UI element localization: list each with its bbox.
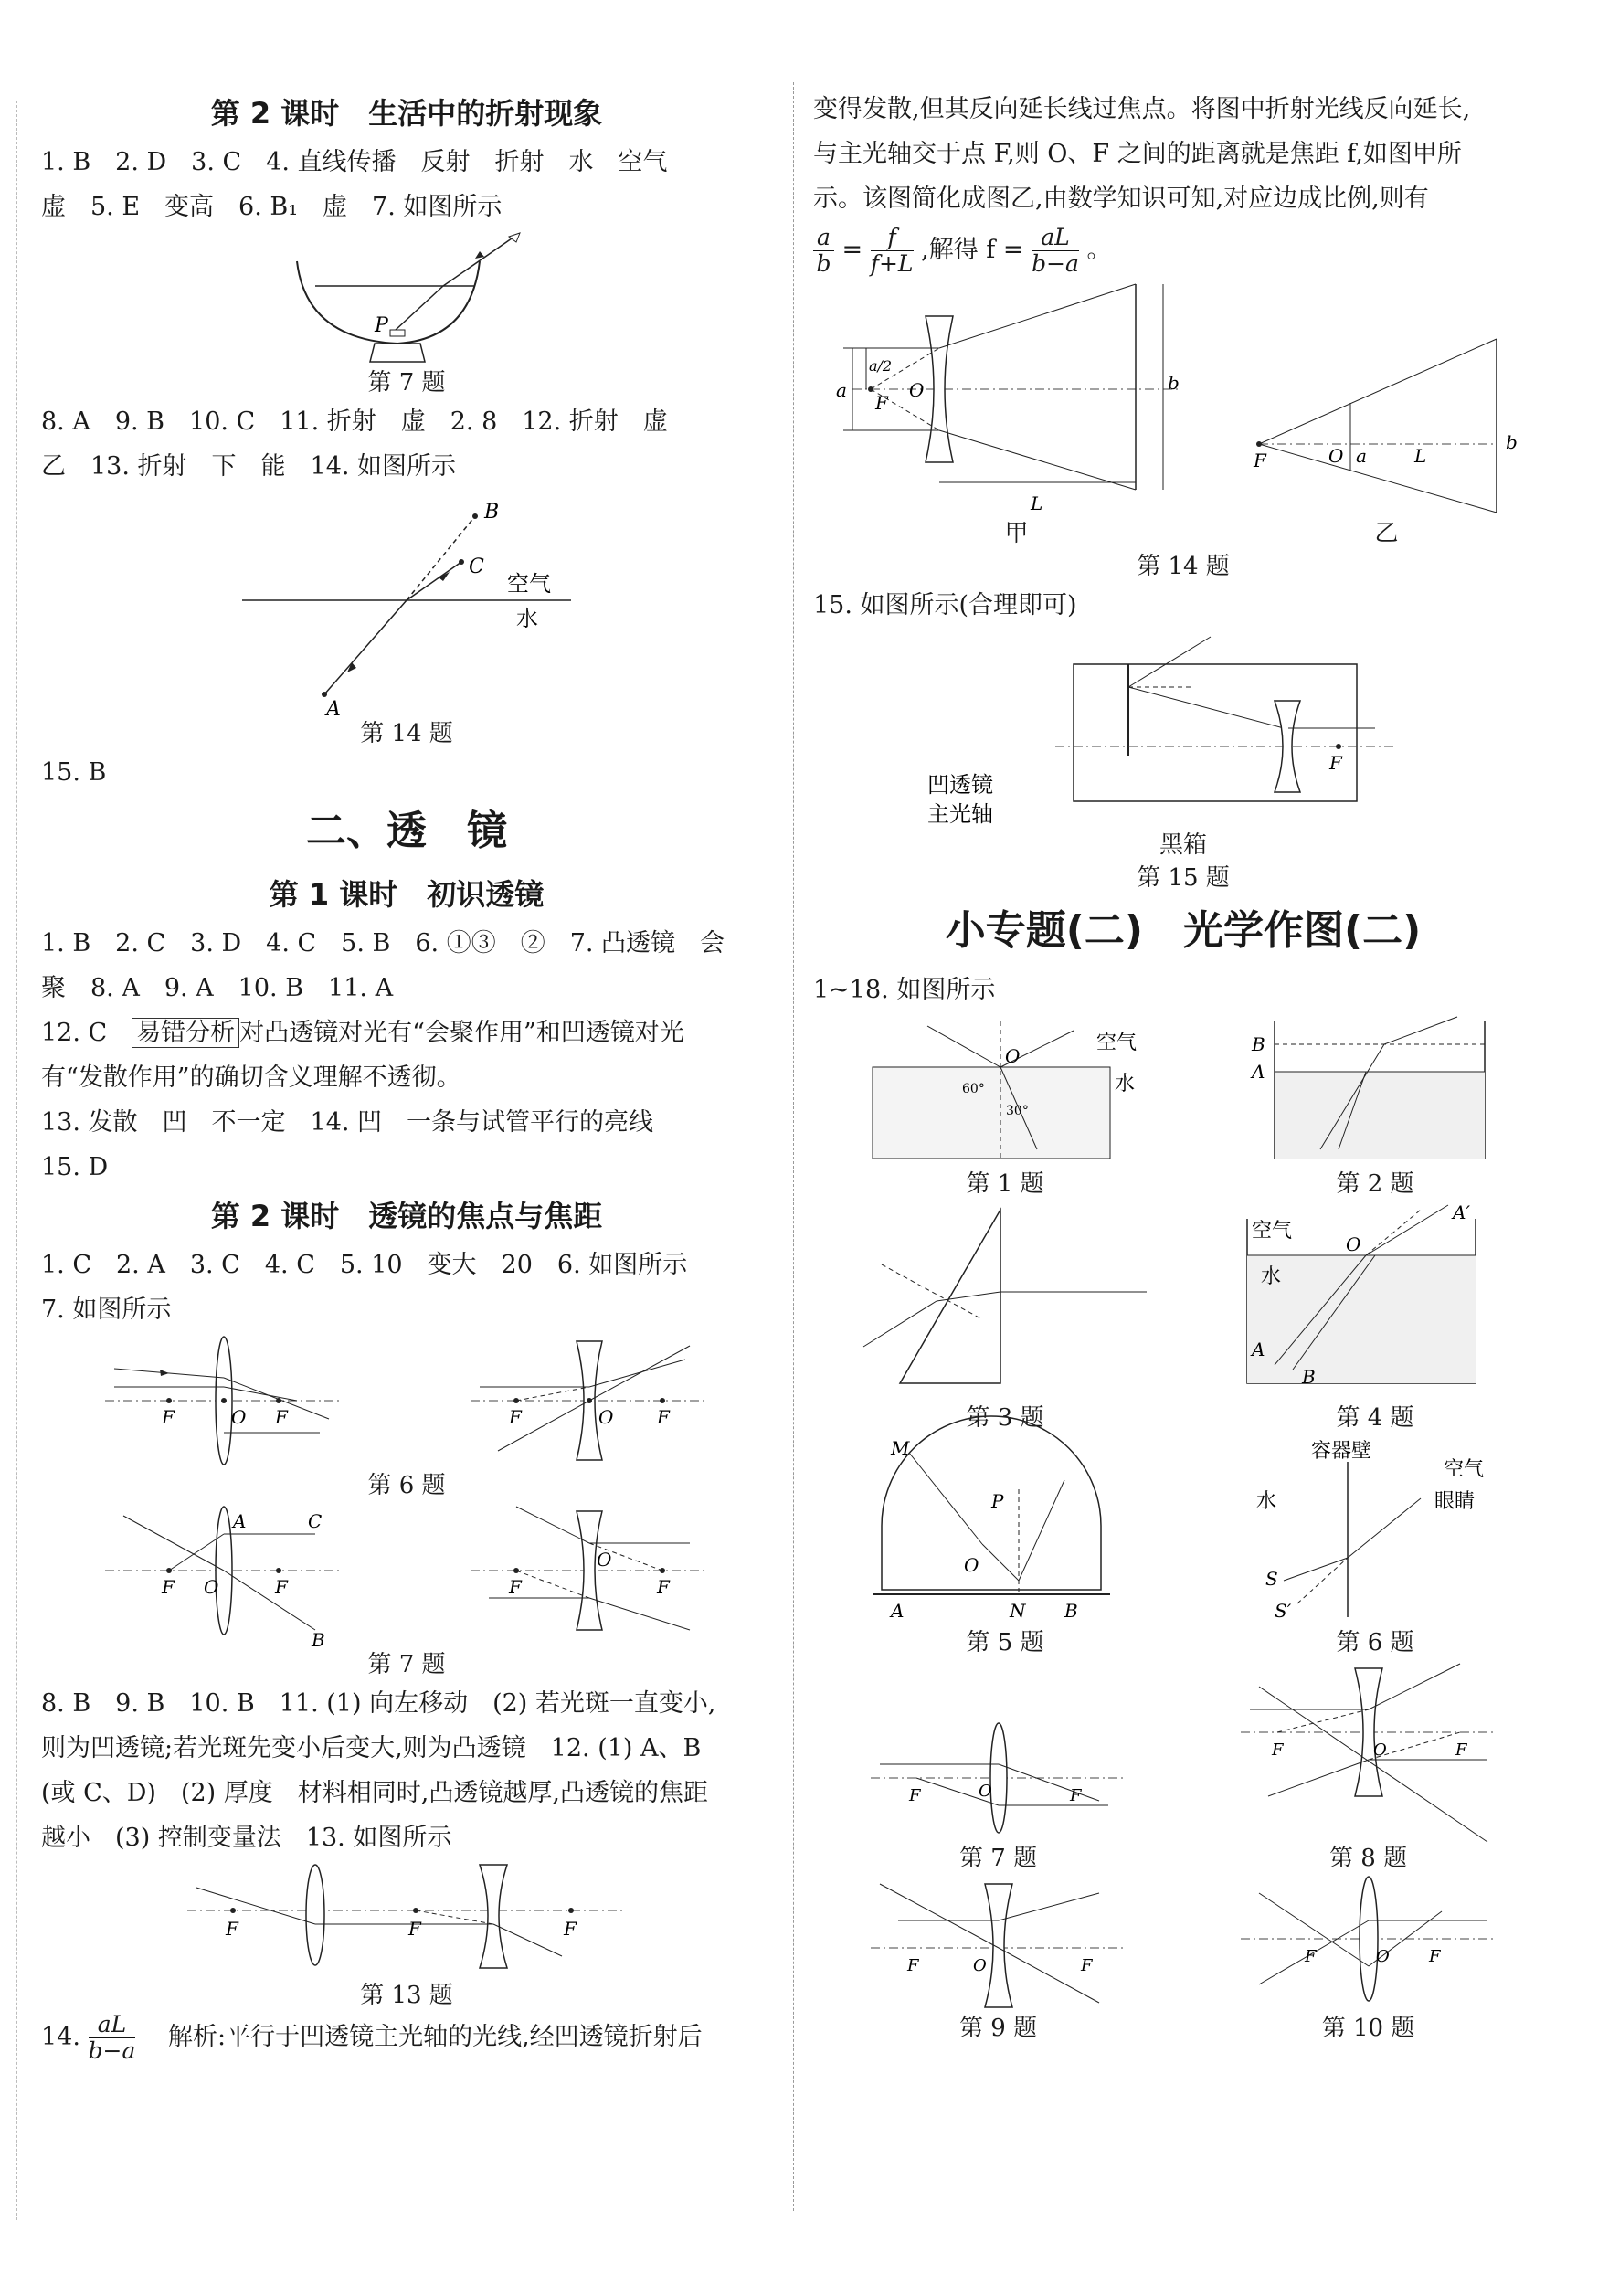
- label-f: F: [1069, 1786, 1081, 1805]
- label-a: A: [1252, 1061, 1265, 1083]
- answer-num: 14.: [41, 2023, 80, 2051]
- figure-row-q6: [41, 1332, 772, 1469]
- label-f: F: [1329, 752, 1342, 774]
- label-l: L: [1030, 492, 1042, 514]
- answer-line: 8. B 9. B 10. B 11. (1) 向左移动 (2) 若光斑一直变小,: [41, 1689, 716, 1718]
- frac-den: f+L: [870, 250, 914, 277]
- answer-line: 1~18. 如图所示: [813, 976, 996, 1004]
- answer-line: 乙 13. 折射 下 能 14. 如图所示: [41, 452, 457, 481]
- answer-line: 7. 如图所示: [41, 1296, 172, 1324]
- label-60: 60°: [962, 1082, 985, 1096]
- figure-cell: [1238, 1201, 1512, 1434]
- label-a: A: [233, 1510, 247, 1532]
- label-air: 空气: [1252, 1220, 1293, 1243]
- label-f: F: [275, 1406, 288, 1428]
- figure-topic-5: [854, 1434, 1156, 1626]
- figure-cell: [1238, 1434, 1512, 1659]
- label-water: 水: [1256, 1490, 1277, 1513]
- equals: =: [841, 236, 863, 264]
- label-f: F: [1253, 450, 1266, 471]
- answer-line: 1. B 2. D 3. C 4. 直线传播 反射 折射 水 空气: [41, 148, 668, 176]
- figure-q13-lenses: [178, 1860, 635, 1979]
- label-b: b: [1167, 372, 1180, 394]
- figure-q14-refraction: [224, 489, 589, 721]
- figure-yi: [1241, 334, 1533, 550]
- figure-cell: [854, 1201, 1156, 1434]
- label-f: F: [1428, 1947, 1440, 1966]
- label-a-prime: A′: [1453, 1201, 1470, 1223]
- answer-line: 有“发散作用”的确切含义理解不透彻。: [41, 1063, 461, 1092]
- figure-cell: [854, 1012, 1156, 1201]
- label-n: N: [1010, 1600, 1026, 1622]
- frac-den: b: [816, 250, 831, 277]
- answer-line: 8. A 9. B 10. C 11. 折射 虚 2. 8 12. 折射 虚: [41, 407, 668, 436]
- figure-caption: 第 7 题: [367, 369, 446, 397]
- figure-cell: [854, 1434, 1156, 1659]
- figure-topic-3: [854, 1201, 1156, 1402]
- figure-caption: 第 7 题: [367, 1651, 446, 1678]
- figure-q6-convex: [96, 1332, 352, 1469]
- answer-line: [813, 221, 1553, 280]
- figure-cell: [1232, 1659, 1506, 1875]
- label-f: F: [657, 1576, 670, 1598]
- answer-line: 1. C 2. A 3. C 4. C 5. 10 变大 20 6. 如图所示: [41, 1251, 688, 1279]
- figure-caption: 第 9 题: [958, 2015, 1038, 2042]
- label-f: F: [162, 1406, 175, 1428]
- answer-line: [41, 2012, 772, 2064]
- label-water: 水: [1115, 1073, 1136, 1095]
- label-f: F: [509, 1576, 522, 1598]
- answer-line: 虚 5. E 变高 6. B₁ 虚 7. 如图所示: [41, 193, 503, 221]
- label-f: F: [908, 1786, 920, 1805]
- label-b: b: [1505, 431, 1518, 453]
- label-o: O: [908, 379, 924, 401]
- label-s: S: [1265, 1568, 1278, 1590]
- section-title-focus: 第 2 课时 透镜的焦点与焦距: [210, 1199, 603, 1233]
- label-f: F: [657, 1406, 670, 1428]
- figure-caption: 第 8 题: [1328, 1845, 1408, 1872]
- label-m: M: [891, 1437, 910, 1459]
- answer-line: (或 C、D) (2) 厚度 材料相同时,凸透镜越厚,凸透镜的焦距: [41, 1779, 708, 1807]
- figure-row-g12: [813, 1012, 1553, 1201]
- label-air: 空气: [1096, 1032, 1138, 1054]
- figure-row-q7: [41, 1502, 772, 1651]
- answer-text: 对凸透镜对光有“会聚作用”和凹透镜对光: [239, 1019, 684, 1047]
- frac-den: b−a: [88, 2037, 136, 2064]
- figure-topic-10: [1232, 1875, 1506, 2012]
- fraction: [89, 2012, 136, 2064]
- label-f: F: [275, 1576, 288, 1598]
- frac-num: f: [871, 225, 914, 251]
- figure-row-g910: [813, 1875, 1553, 2045]
- label-lens: 凹透镜: [927, 772, 993, 798]
- fraction: [871, 225, 914, 277]
- answer-line: 聚 8. A 9. A 10. B 11. A: [41, 974, 394, 1002]
- figure-caption: 第 5 题: [966, 1629, 1044, 1656]
- figure-label-yi: 乙: [1374, 520, 1399, 547]
- figure-row-g56: [813, 1434, 1553, 1659]
- figure-topic-6: [1238, 1434, 1512, 1626]
- answer-text: ,解得 f =: [921, 236, 1024, 264]
- label-o: O: [598, 1406, 614, 1428]
- label-eye: 眼睛: [1434, 1490, 1476, 1513]
- label-a: A: [326, 698, 341, 721]
- label-f: F: [1304, 1947, 1316, 1966]
- label-water: 水: [1261, 1265, 1282, 1288]
- figure-q7-bowl: [288, 229, 525, 366]
- answer-line: [41, 1010, 772, 1055]
- fraction: [813, 225, 834, 277]
- label-o: O: [1005, 1045, 1021, 1067]
- label-o: O: [1328, 445, 1343, 467]
- label-f: F: [226, 1918, 238, 1940]
- label-o: O: [231, 1406, 247, 1428]
- right-column: [813, 87, 1553, 2045]
- label-f: F: [509, 1406, 522, 1428]
- figure-caption: 第 6 题: [367, 1472, 446, 1499]
- figure-caption: 第 7 题: [958, 1845, 1038, 1872]
- figure-caption: 第 3 题: [966, 1404, 1044, 1432]
- label-p: P: [375, 314, 388, 337]
- figure-caption: 第 10 题: [1321, 2015, 1415, 2042]
- column-separator: [793, 82, 794, 2211]
- label-o: O: [204, 1576, 219, 1598]
- answer-line: 则为凹透镜;若光斑先变小后变大,则为凸透镜 12. (1) A、B: [41, 1734, 702, 1762]
- label-b: B: [1302, 1366, 1316, 1388]
- answer-line: 变得发散,但其反向延长线过焦点。将图中折射光线反向延长,: [813, 95, 1471, 123]
- label-a: A: [1252, 1338, 1265, 1360]
- figure-topic-7: [862, 1714, 1136, 1842]
- label-wall: 容器壁: [1311, 1440, 1372, 1463]
- label-o: O: [1372, 1741, 1387, 1760]
- answer-text: 。: [1086, 236, 1112, 264]
- label-p: P: [991, 1490, 1004, 1512]
- figure-caption: 第 2 题: [1336, 1170, 1414, 1198]
- label-f: F: [162, 1576, 175, 1598]
- label-c: C: [308, 1510, 323, 1532]
- answer-line: 示。该图简化成图乙,由数学知识可知,对应边成比例,则有: [813, 185, 1429, 213]
- figure-q7-concave: [461, 1502, 717, 1648]
- figure-q7-convex: [96, 1502, 352, 1651]
- label-f: F: [1080, 1956, 1092, 1975]
- label-f: F: [874, 392, 888, 414]
- label-water: 水: [516, 606, 538, 631]
- figure-caption: 第 1 题: [966, 1170, 1044, 1198]
- label-o: O: [1375, 1947, 1390, 1966]
- left-margin-rule: [16, 101, 17, 2220]
- label-f: F: [1455, 1741, 1466, 1760]
- frac-num: aL: [89, 2012, 136, 2038]
- label-b: B: [1064, 1600, 1078, 1622]
- figure-topic-8: [1232, 1659, 1506, 1842]
- figure-jia: [834, 280, 1200, 550]
- answer-line: 与主光轴交于点 F,则 O、F 之间的距离就是焦距 f,如图甲所: [813, 140, 1462, 168]
- figure-topic-9: [862, 1875, 1136, 2012]
- label-o: O: [597, 1549, 612, 1571]
- figure-q6-concave: [461, 1332, 717, 1469]
- figure-cell: [862, 1714, 1136, 1875]
- label-b: B: [312, 1629, 325, 1651]
- label-a: a: [835, 379, 847, 401]
- topic-title: 小专题(二) 光学作图(二): [945, 907, 1422, 954]
- figure-caption: 第 15 题: [1137, 864, 1230, 892]
- figure-q14-yi: [1241, 334, 1533, 517]
- figure-topic-2: [1238, 1012, 1512, 1168]
- figure-row-q14b: [813, 280, 1553, 550]
- label-a: a: [1355, 445, 1367, 467]
- label-f: F: [1271, 1741, 1283, 1760]
- section-title-lens-intro: 第 1 课时 初识透镜: [269, 877, 545, 912]
- label-30: 30°: [1006, 1104, 1029, 1118]
- label-o: O: [1346, 1233, 1361, 1255]
- figure-cell: [1238, 1012, 1512, 1201]
- chapter-title-lens: 二、透 镜: [306, 808, 507, 854]
- label-o: O: [972, 1956, 987, 1975]
- answer-line: 15. B: [41, 758, 107, 787]
- answer-line: 13. 发散 凹 不一定 14. 凹 一条与试管平行的亮线: [41, 1108, 654, 1137]
- figure-row-g78: [813, 1659, 1553, 1875]
- figure-caption: 第 14 题: [1137, 553, 1230, 580]
- answer-line: 15. 如图所示(合理即可): [813, 591, 1077, 619]
- label-axis: 主光轴: [927, 801, 993, 827]
- label-s-prime: S′: [1275, 1600, 1292, 1622]
- label-air: 空气: [507, 571, 551, 597]
- fraction: [1032, 225, 1079, 277]
- frac-num: a: [813, 225, 834, 251]
- figure-caption: 第 14 题: [360, 720, 453, 747]
- left-column: [41, 87, 772, 2064]
- figure-label-box: 黑箱: [1159, 831, 1207, 859]
- figure-row-g34: [813, 1201, 1553, 1434]
- label-o: O: [978, 1782, 992, 1801]
- figure-topic-4: [1238, 1201, 1512, 1402]
- answer-line: 越小 (3) 控制变量法 13. 如图所示: [41, 1824, 452, 1852]
- answer-line: 15. D: [41, 1153, 109, 1181]
- label-a: A: [891, 1600, 905, 1622]
- frac-den: b−a: [1032, 250, 1079, 277]
- frac-num: aL: [1032, 225, 1079, 251]
- figure-caption: 第 6 题: [1336, 1629, 1414, 1656]
- label-b: B: [1252, 1033, 1265, 1055]
- label-f: F: [906, 1956, 918, 1975]
- answer-text: 解析:平行于凹透镜主光轴的光线,经凹透镜折射后: [143, 2023, 703, 2051]
- label-air: 空气: [1444, 1458, 1485, 1481]
- label-a-half: a/2: [868, 357, 892, 375]
- figure-cell: [862, 1875, 1136, 2045]
- figure-q14-jia: [834, 280, 1200, 517]
- figure-label-jia: 甲: [1004, 520, 1029, 547]
- label-b: B: [484, 501, 500, 524]
- figure-caption: 第 13 题: [360, 1982, 453, 2009]
- label-o: O: [964, 1554, 979, 1576]
- figure-cell: [1232, 1875, 1506, 2045]
- label-f: F: [408, 1918, 421, 1940]
- error-analysis-tag: 易错分析: [132, 1018, 239, 1048]
- label-c: C: [469, 555, 484, 578]
- label-f: F: [564, 1918, 577, 1940]
- figure-topic-1: [854, 1012, 1156, 1168]
- section-title-refraction: 第 2 课时 生活中的折射现象: [210, 96, 603, 131]
- answer-line: 1. B 2. C 3. D 4. C 5. B 6. ①③ ② 7. 凸透镜 会: [41, 929, 725, 958]
- figure-q15-blackbox: [927, 628, 1402, 829]
- label-l: L: [1413, 445, 1426, 467]
- answer-num: 12. C: [41, 1019, 132, 1047]
- figure-caption: 第 4 题: [1336, 1404, 1414, 1432]
